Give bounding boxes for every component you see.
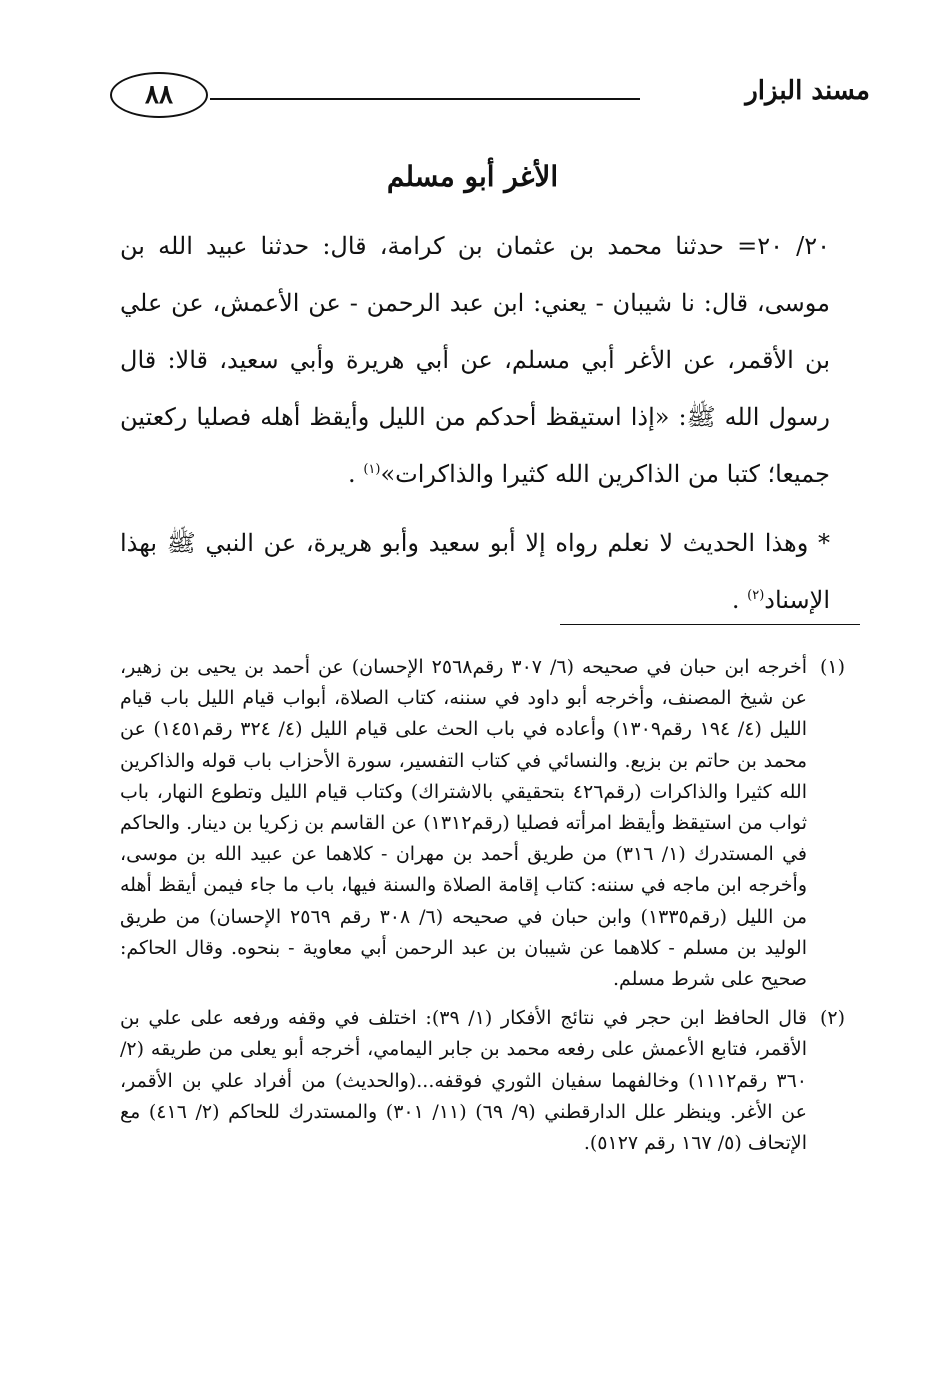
footnote-2 bbox=[120, 1003, 845, 1159]
footnote-ref-1[interactable]: (١) bbox=[363, 462, 381, 477]
main-text bbox=[120, 218, 830, 629]
page-number: ٨٨ bbox=[110, 72, 208, 118]
footnote-ref-2[interactable]: (٢) bbox=[747, 588, 765, 603]
note-paragraph bbox=[120, 515, 830, 629]
footnotes bbox=[120, 652, 845, 1159]
footnote-text: قال الحافظ ابن حجر في نتائج الأفكار (١/ ٣٩): اختلف في وقفه ورفعه على علي بن الأقمر، فتابع الأعمش على رفعه محمد بن جابر اليمامي، أخرجه أبو يعلى من طريقه (٢/ ٣٦٠ رقم١١١٢) وخالفهما سفيان الثوري فوقفه...(والحديث) من أفراد علي بن الأقمر، عن الأغر. وينظر علل الدارقطني (٩/ ٦٩) (١١/ ٣٠١) والمستدرك للحاكم (٢/ ٤١٦) مع الإتحاف (٥/ ١٦٧ رقم ٥١٢٧). bbox=[120, 1007, 807, 1155]
note-text: * وهذا الحديث لا نعلم رواه إلا أبو سعيد وأبو هريرة، عن النبي ﷺ بهذا الإسناد bbox=[120, 529, 830, 614]
hadith-paragraph bbox=[120, 218, 830, 503]
page-header bbox=[110, 68, 870, 128]
book-title: مسند البزار bbox=[745, 76, 870, 106]
footnote-text: أخرجه ابن حبان في صحيحه (٦/ ٣٠٧ رقم٢٥٦٨ الإحسان) عن أحمد بن يحيى بن زهير، عن شيخ المصنف، وأخرجه أبو داود في سننه، كتاب الصلاة، أبواب قيام الليل باب قيام الليل (٤/ ١٩٤ رقم١٣٠٩) وأعاده في باب الحث على قيام الليل (٤/ ٣٢٤ رقم١٤٥١) عن محمد بن حاتم بن بزيع. والنسائي في كتاب التفسير، سورة الأحزاب باب قوله والذاكرين الله كثيرا والذاكرات (رقم٤٢٦ بتحقيقي بالاشتراك) وكتاب قيام الليل وتطوع النهار، باب ثواب من استيقظ وأيقظ امرأته فصليا (رقم١٣١٢) عن القاسم بن زكريا بن دينار. والحاكم في المستدرك (١/ ٣١٦) من طريق أحمد بن مهران - كلاهما عن عبيد الله بن موسى، وأخرجه ابن ماجه في سننه: كتاب إقامة الصلاة والسنة فيها، باب ما جاء فيمن أيقظ أهله من الليل (رقم١٣٣٥) وابن حبان في صحيحه (٦/ ٣٠٨ رقم ٢٥٦٩ الإحسان) من طريق الوليد بن مسلم - كلاهما عن شيبان بن عبد الرحمن أبي معاوية - بنحوه. وقال الحاكم: صحيح على شرط مسلم. bbox=[120, 656, 807, 991]
footnote-1 bbox=[120, 652, 845, 995]
hadith-text: ٢٠/ ٢٠= حدثنا محمد بن عثمان بن كرامة، قال: حدثنا عبيد الله بن موسى، قال: نا شيبان - يعني: ابن عبد الرحمن - عن الأعمش، عن علي بن الأقمر، عن الأغر أبي مسلم، عن أبي هريرة وأبي سعيد، قالا: قال رسول الله ﷺ: «إذا استيقظ أحدكم من الليل وأيقظ أهله فصليا ركعتين جميعا؛ كتبا من الذاكرين الله كثيرا والذاكرات» bbox=[120, 232, 831, 488]
footnote-number: (٢) bbox=[819, 1007, 845, 1030]
header-rule bbox=[210, 98, 640, 100]
footnote-divider bbox=[560, 624, 860, 625]
chapter-heading: الأغر أبو مسلم bbox=[386, 160, 559, 193]
hadith-end: . bbox=[348, 460, 356, 488]
note-end: . bbox=[731, 586, 740, 614]
footnote-number: (١) bbox=[819, 656, 845, 678]
